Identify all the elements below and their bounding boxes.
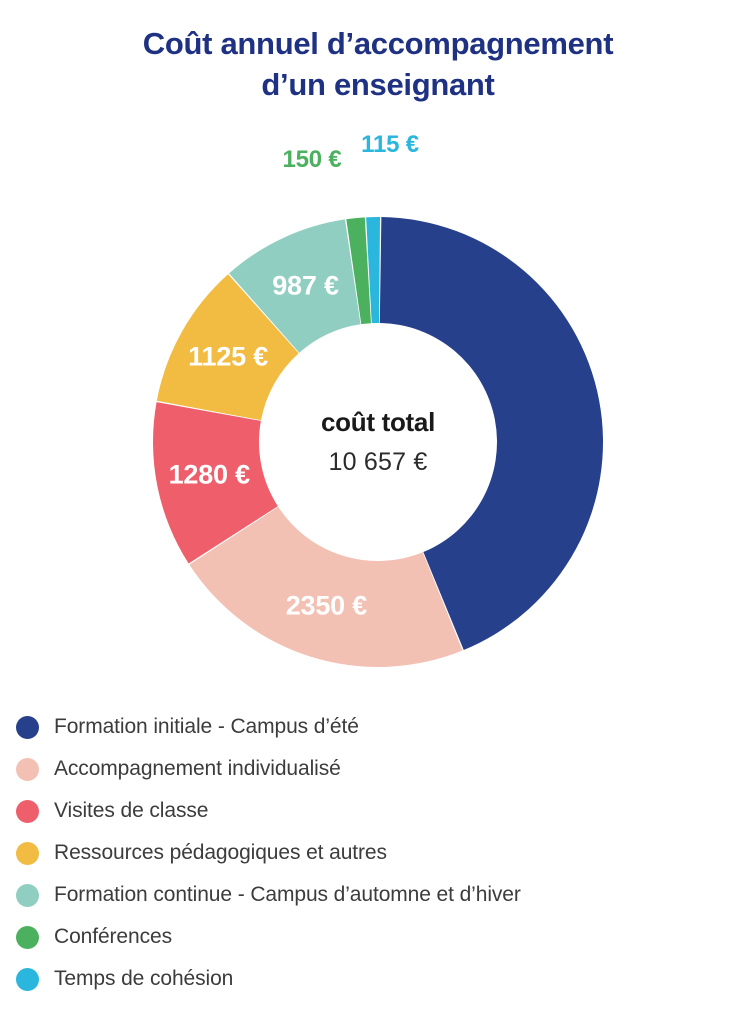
- center-value: 10 657 €: [328, 447, 428, 476]
- legend-swatch-icon: [16, 758, 39, 781]
- legend-item-label: Conférences: [54, 925, 172, 949]
- legend-item[interactable]: [16, 706, 756, 748]
- legend-item-label: Accompagnement individualisé: [54, 757, 341, 781]
- page-title-line-1: Coût annuel d’accompagnement: [142, 26, 614, 61]
- slice-value-label: 987 €: [272, 270, 339, 301]
- legend-item-label: Temps de cohésion: [54, 967, 234, 991]
- donut-slices: [153, 217, 603, 667]
- legend-item[interactable]: [16, 832, 756, 874]
- legend-swatch-icon: [16, 926, 39, 949]
- legend-swatch-icon: [16, 716, 39, 739]
- slice-value-label: 4650 €: [505, 216, 587, 247]
- page-title-line-2: d’un enseignant: [261, 66, 495, 102]
- donut-chart-svg: [0, 112, 756, 672]
- legend-swatch-icon: [16, 884, 39, 907]
- slice-value-label: 1125 €: [188, 341, 269, 372]
- legend-item[interactable]: [16, 790, 756, 832]
- legend-swatch-icon: [16, 800, 39, 823]
- center-title: coût total: [321, 406, 435, 437]
- slice-value-label: 2350 €: [285, 590, 368, 621]
- legend-item[interactable]: [16, 916, 756, 958]
- slice-value-label: 150 €: [282, 145, 342, 173]
- legend-item-label: Visites de classe: [54, 799, 209, 823]
- legend-item-label: Formation continue - Campus d’automne et d’hiver: [54, 883, 521, 907]
- legend-item-label: Formation initiale - Campus d’été: [54, 715, 359, 739]
- legend-item-label: Ressources pédagogiques et autres: [54, 841, 387, 865]
- donut-chart: [0, 112, 756, 672]
- legend-swatch-icon: [16, 842, 39, 865]
- slice-value-label: 115 €: [361, 130, 419, 158]
- legend-swatch-icon: [16, 968, 39, 991]
- legend-item[interactable]: [16, 958, 756, 1000]
- slice-value-label: 1280 €: [168, 459, 250, 490]
- legend-item[interactable]: [16, 874, 756, 916]
- legend: [16, 706, 756, 1000]
- page-title: [0, 0, 756, 106]
- legend-item[interactable]: [16, 748, 756, 790]
